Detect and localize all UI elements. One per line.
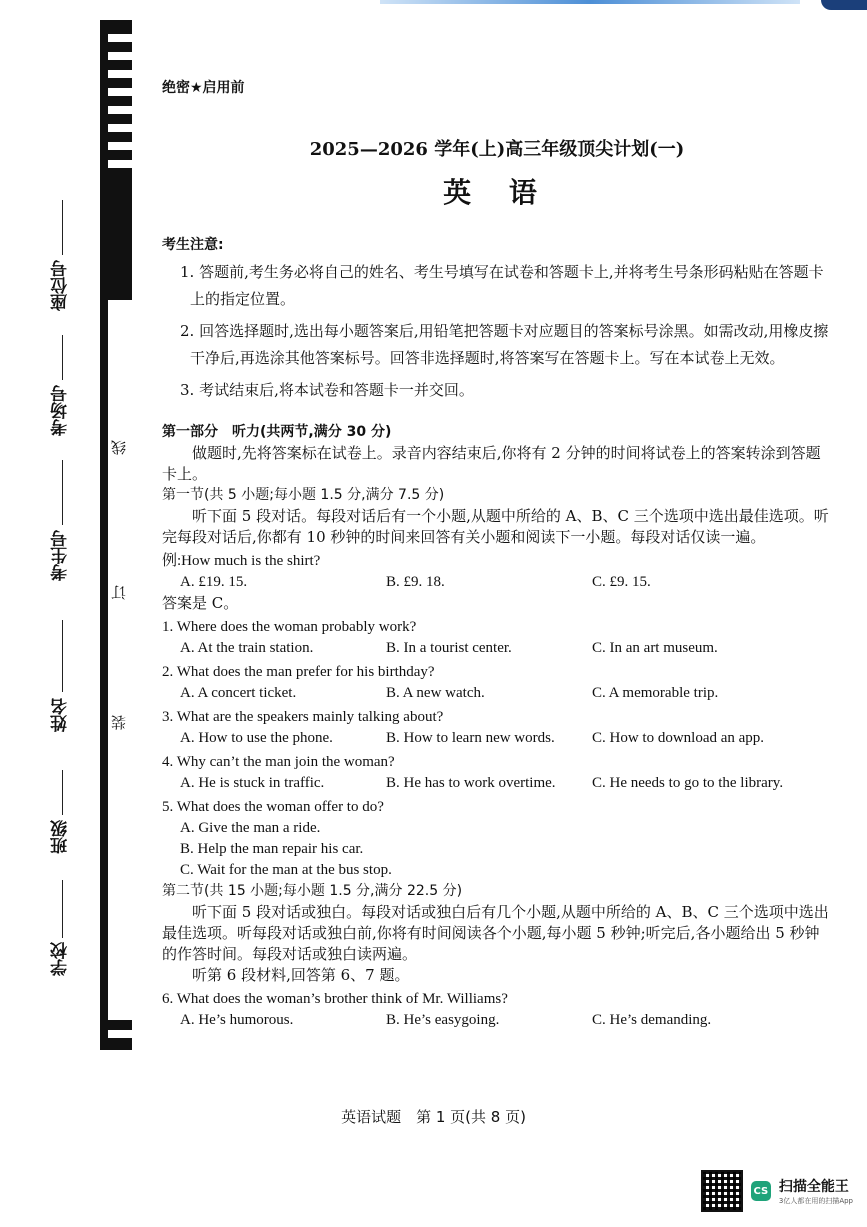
stripe-gap: [108, 300, 132, 1020]
stripe-gap: [108, 88, 132, 96]
section-heading: 第二节(共 15 小题;每小题 1.5 分,满分 22.5 分): [162, 883, 463, 899]
candidate-number-field[interactable]: [48, 460, 78, 581]
option: B. How to learn new words.: [386, 730, 555, 746]
field-label: 姓名: [51, 698, 71, 732]
subject-title: 英 语: [443, 176, 551, 209]
question: 1. Where does the woman probably work?: [162, 619, 417, 635]
stripe-gap: [108, 142, 132, 150]
confidential-mark: 绝密★启用前: [162, 80, 245, 96]
scan-edge-decoration: [380, 0, 800, 4]
question: 6. What does the woman’s brother think of Mr. Williams?: [162, 991, 508, 1007]
example-question: 例:How much is the shirt?: [162, 553, 321, 569]
scan-corner-decoration: [821, 0, 867, 10]
option: A. Give the man a ride.: [180, 820, 321, 836]
question: 5. What does the woman offer to do?: [162, 799, 384, 815]
exam-title: 2025—2026 学年(上)高三年级顶尖计划(一): [309, 139, 685, 160]
field-label: 考场号: [51, 385, 71, 436]
option: A. At the train station.: [180, 640, 314, 656]
option: C. He’s demanding.: [592, 1012, 712, 1028]
binding-strip: [0, 0, 136, 1150]
question: 4. Why can’t the man join the woman?: [162, 754, 395, 770]
example-answer: 答案是 C。: [162, 594, 239, 612]
question: 3. What are the speakers mainly talking about?: [162, 709, 444, 725]
section-intro: 听下面 5 段对话或独白。每段对话或独白后有几个小题,从题中所给的 A、B、C 三个选项中选出最佳选项。听每段对话或独白前,你将有时间阅读各个小题,每小题 5 秒钟;听完后,各小题给出 5 秒钟的作答时间。每段对话或独白读两遍。: [162, 903, 829, 963]
option: B. In a tourist center.: [386, 640, 512, 656]
page-footer: 英语试题 第 1 页(共 8 页): [341, 1108, 526, 1126]
question-options: [162, 728, 832, 749]
part-heading: 第一部分 听力(共两节,满分 30 分): [162, 424, 392, 440]
option: B. £9. 18.: [386, 574, 445, 590]
scanner-text: [779, 1176, 853, 1206]
notice-item: 1. 答题前,考生务必将自己的姓名、考生号填写在试卷和答题卡上,并将考生号条形码粘贴在答题卡上的指定位置。: [180, 263, 824, 308]
class-field[interactable]: [48, 770, 78, 854]
scanner-title: 扫描全能王: [778, 1179, 849, 1195]
question-options: [162, 773, 832, 794]
stripe-word-staple: 订: [110, 585, 128, 600]
question-list: [162, 617, 832, 881]
part-one: [162, 422, 832, 1031]
option: B. A new watch.: [386, 685, 485, 701]
stripe-gap: [108, 106, 132, 114]
stripe-gap: [108, 70, 132, 78]
camscanner-logo-icon: CS: [751, 1181, 771, 1201]
option: A. A concert ticket.: [180, 685, 297, 701]
question-options: [162, 1010, 832, 1031]
field-label: 座位号: [51, 260, 71, 311]
scanner-watermark: [701, 1170, 853, 1212]
field-line: [62, 620, 63, 692]
material-note: 听第 6 段材料,回答第 6、7 题。: [192, 966, 410, 984]
field-line: [62, 335, 63, 380]
field-line: [62, 880, 63, 938]
exam-room-field[interactable]: [48, 335, 78, 436]
option: A. £19. 15.: [180, 574, 248, 590]
stripe-gap: [108, 160, 132, 168]
field-line: [62, 200, 63, 255]
option: B. Help the man repair his car.: [180, 841, 364, 857]
seat-number-field[interactable]: [48, 200, 78, 311]
binding-stripes: [100, 0, 132, 1150]
field-line: [62, 460, 63, 525]
option: C. £9. 15.: [592, 574, 651, 590]
notice-list: [162, 259, 832, 404]
option: C. A memorable trip.: [592, 685, 719, 701]
stripe-gap: [108, 52, 132, 60]
option: B. He’s easygoing.: [386, 1012, 500, 1028]
stripe-word-line: 线: [110, 440, 128, 455]
part-intro: 做题时,先将答案标在试卷上。录音内容结束后,你将有 2 分钟的时间将试卷上的答案转涂到答题卡上。: [162, 444, 821, 483]
option: A. He is stuck in traffic.: [180, 775, 325, 791]
section-heading: 第一节(共 5 小题;每小题 1.5 分,满分 7.5 分): [162, 487, 445, 503]
exam-content: [162, 78, 832, 1031]
section-intro: 听下面 5 段对话。每段对话后有一个小题,从题中所给的 A、B、C 三个选项中选出最佳选项。听完每段对话后,你都有 10 秒钟的时间来回答有关小题和阅读下一小题。每段对话仅读一遍。: [162, 507, 829, 546]
scanner-subtitle: 3亿人都在用的扫描App: [778, 1197, 853, 1205]
question-options: [162, 638, 832, 659]
option: C. How to download an app.: [592, 730, 765, 746]
stripe-word-bind: 装: [110, 715, 128, 730]
question: 2. What does the man prefer for his birthday?: [162, 664, 435, 680]
option: A. He’s humorous.: [180, 1012, 294, 1028]
option: C. Wait for the man at the bus stop.: [180, 862, 392, 878]
name-field[interactable]: [48, 620, 78, 732]
notice-item: 2. 回答选择题时,选出每小题答案后,用铅笔把答题卡对应题目的答案标号涂黑。如需改动,用橡皮擦干净后,再选涂其他答案标号。回答非选择题时,将答案写在答题卡上。写在本试卷上无效。: [180, 322, 829, 367]
option: C. He needs to go to the library.: [592, 775, 784, 791]
stripe-gap: [108, 1030, 132, 1038]
option: A. How to use the phone.: [180, 730, 333, 746]
question-options: [162, 683, 832, 704]
field-label: 考生号: [51, 530, 71, 581]
notice-heading: 考生注意:: [162, 237, 224, 253]
stripe-gap: [108, 124, 132, 132]
school-field[interactable]: [48, 880, 78, 976]
stripe-gap: [108, 34, 132, 42]
qr-code-icon: [701, 1170, 743, 1212]
option: B. He has to work overtime.: [386, 775, 556, 791]
example-options: [162, 572, 832, 593]
field-label: 班级: [51, 820, 71, 854]
field-label: 学校: [51, 942, 71, 976]
option: C. In an art museum.: [592, 640, 718, 656]
field-line: [62, 770, 63, 815]
notice-item: 3. 考试结束后,将本试卷和答题卡一并交回。: [180, 381, 474, 399]
